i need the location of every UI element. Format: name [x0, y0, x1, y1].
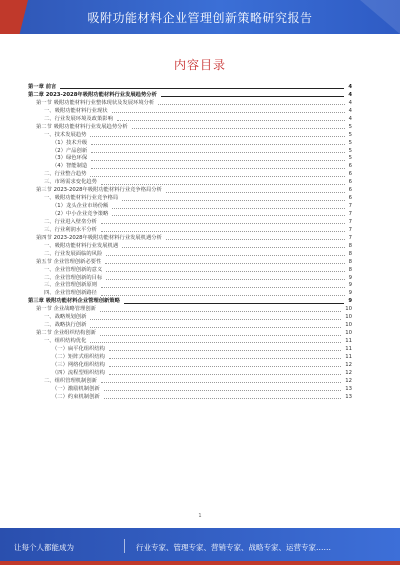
toc-entry-page: 8	[348, 242, 352, 249]
toc-entry-label: 一、企业管理创新的意义	[44, 266, 103, 273]
toc-entry-label: （1）技术升级	[52, 139, 88, 146]
toc-entry-label: 一、技术发展趋势	[44, 131, 87, 138]
toc-entry-label: （3）绿色环保	[52, 155, 88, 162]
toc-entry-label: 第二节 企业组织结构创新	[36, 330, 96, 337]
toc-entry[interactable]	[28, 108, 352, 116]
toc-leader-dots	[122, 247, 344, 248]
toc-entry[interactable]	[28, 179, 352, 187]
toc-entry[interactable]	[28, 132, 352, 140]
toc-entry-label: 二、组织管理机制创新	[44, 377, 97, 384]
toc-entry[interactable]	[28, 219, 352, 227]
toc-leader-dots	[106, 279, 344, 280]
toc-entry[interactable]	[28, 187, 352, 195]
toc-entry-page: 9	[348, 282, 352, 289]
toc-leader-dots	[101, 287, 345, 288]
toc-entry-label: （三）网络化组织结构	[52, 361, 105, 368]
toc-leader-dots	[91, 152, 344, 153]
toc-entry-page: 11	[345, 345, 352, 352]
toc-entry-page: 6	[348, 171, 352, 178]
toc-leader-dots	[104, 390, 342, 391]
toc-entry-label: 第三章 吸附功能材料企业管理创新策略	[28, 298, 120, 305]
toc-leader-dots	[112, 208, 344, 209]
toc-leader-dots	[101, 223, 345, 224]
toc-entry-page: 5	[348, 123, 352, 130]
toc-entry-label: （4）智能制造	[52, 163, 88, 170]
toc-entry-page: 6	[348, 179, 352, 186]
toc-entry-label: 二、行业发展面临的风险	[44, 250, 103, 257]
toc-entry[interactable]	[28, 267, 352, 275]
toc-entry[interactable]	[28, 92, 352, 100]
toc-entry-label: 二、行业整合趋势	[44, 171, 87, 178]
toc-entry[interactable]	[28, 306, 352, 314]
toc-leader-dots	[91, 160, 344, 161]
toc-entry-label: 三、企业管理创新原则	[44, 282, 97, 289]
toc-leader-dots	[90, 319, 341, 320]
toc-entry-label: （一）激励机制创新	[52, 385, 100, 392]
toc-entry-label: 一、组织结构优化	[44, 338, 87, 344]
toc-leader-dots	[105, 263, 344, 264]
toc-entry-label: （四）流程型组织结构	[52, 369, 105, 376]
toc-leader-dots	[166, 239, 345, 240]
toc-entry-label: 三、市场需求变化趋势	[44, 179, 97, 186]
toc-entry-label: 第三节 2023-2028年吸附功能材料行业竞争格局分析	[36, 187, 162, 194]
toc-leader-dots	[109, 366, 341, 367]
toc-entry-label: 一、吸附功能材料行业竞争格局	[44, 195, 119, 202]
toc-entry-page: 8	[348, 250, 352, 257]
toc-leader-dots	[158, 104, 344, 105]
toc-leader-dots	[90, 342, 341, 343]
toc-entry-page: 5	[348, 131, 352, 138]
toc-entry[interactable]	[28, 84, 352, 92]
toc-entry-label: （2）产品创新	[52, 147, 88, 154]
toc-entry-label: 第一节 吸附功能材料行业整体现状及发展环境分析	[36, 99, 155, 106]
toc-entry[interactable]	[28, 251, 352, 259]
toc-entry-label: 第一章 前言	[28, 84, 57, 90]
toc-leader-dots	[100, 335, 341, 336]
toc-entry-page: 5	[348, 139, 352, 146]
footer-divider	[124, 539, 125, 553]
toc-entry-label: 第二节 吸附功能材料行业发展趋势分析	[36, 123, 128, 130]
toc-leader-dots	[161, 96, 344, 97]
toc-entry[interactable]	[28, 235, 352, 243]
toc-entry-page: 10	[345, 322, 352, 329]
toc-leader-dots	[91, 144, 344, 145]
page-number: 1	[198, 513, 202, 519]
toc-entry-page: 9	[348, 274, 352, 281]
toc-entry-page: 13	[345, 385, 352, 392]
footer-tagline: 行业专家、管理专家、营销专家、战略专家、运营专家……	[136, 543, 331, 552]
toc-entry-page: 4	[348, 84, 352, 90]
table-of-contents	[28, 84, 352, 402]
toc-entry-page: 9	[348, 298, 352, 305]
toc-entry[interactable]	[28, 203, 352, 211]
toc-entry[interactable]	[28, 394, 352, 402]
toc-leader-dots	[109, 350, 341, 351]
toc-entry-page: 5	[348, 155, 352, 162]
toc-leader-dots	[106, 271, 344, 272]
toc-leader-dots	[132, 128, 345, 129]
toc-entry-page: 7	[348, 203, 352, 210]
toc-leader-dots	[101, 295, 345, 296]
toc-entry-label: （二）矩阵式组织结构	[52, 353, 105, 360]
toc-entry-page: 13	[345, 393, 352, 400]
toc-entry-label: 第一节 企业战略管理创新	[36, 306, 96, 313]
toc-entry-page: 4	[348, 107, 352, 114]
toc-entry-page: 10	[345, 330, 352, 337]
toc-entry-page: 9	[348, 290, 352, 297]
toc-leader-dots	[166, 192, 345, 193]
toc-entry-page: 4	[348, 115, 352, 122]
toc-leader-dots	[101, 231, 345, 232]
toc-leader-dots	[109, 358, 341, 359]
toc-entry-page: 6	[348, 163, 352, 170]
toc-leader-dots	[117, 120, 345, 121]
toc-entry[interactable]	[28, 338, 352, 346]
toc-entry-page: 7	[348, 226, 352, 233]
toc-entry-page: 12	[345, 377, 352, 384]
toc-entry[interactable]	[28, 227, 352, 235]
toc-entry-label: （一）扁平化组织结构	[52, 345, 105, 352]
toc-leader-dots	[100, 311, 341, 312]
toc-entry-page: 10	[345, 314, 352, 321]
toc-entry-label: 二、企业管理创新的目标	[44, 274, 103, 281]
toc-entry-label: 四、企业管理创新路径	[44, 290, 97, 297]
toc-entry[interactable]	[28, 346, 352, 354]
toc-leader-dots	[90, 327, 341, 328]
toc-entry-label: 二、战略执行创新	[44, 322, 87, 329]
toc-leader-dots	[112, 112, 345, 113]
toc-leader-dots	[101, 382, 341, 383]
toc-entry[interactable]	[28, 330, 352, 338]
toc-leader-dots	[101, 184, 345, 185]
toc-leader-dots	[90, 176, 344, 177]
toc-entry-label: 一、战略规划创新	[44, 314, 87, 321]
toc-leader-dots	[104, 398, 342, 399]
toc-entry-page: 11	[345, 353, 352, 360]
toc-entry-label: （2）中小企业竞争策略	[52, 211, 109, 217]
toc-entry-page: 4	[348, 91, 352, 98]
footer-red-bar	[0, 561, 400, 565]
toc-leader-dots	[109, 374, 341, 375]
toc-entry-label: 二、行业发展环境及政策影响	[44, 115, 113, 122]
toc-leader-dots	[90, 136, 344, 137]
toc-entry-page: 8	[348, 258, 352, 265]
toc-entry-label: 第四节 2023-2028年吸附功能材料行业发展机遇分析	[36, 234, 162, 241]
toc-entry-label: 第二章 2023-2028年吸附功能材料行业发展趋势分析	[28, 91, 157, 98]
toc-leader-dots	[106, 255, 344, 256]
report-title: 吸附功能材料企业管理创新策略研究报告	[87, 11, 313, 25]
toc-entry[interactable]	[28, 354, 352, 362]
toc-entry[interactable]	[28, 378, 352, 386]
toc-entry-label: 三、行业利润水平分析	[44, 226, 97, 233]
header-banner	[0, 0, 400, 34]
toc-entry-label: （二）约束机制创新	[52, 393, 100, 400]
toc-entry-label: （1）龙头企业市场份额	[52, 203, 109, 210]
toc-leader-dots	[122, 200, 344, 201]
toc-entry[interactable]	[28, 211, 352, 219]
toc-entry[interactable]	[28, 243, 352, 251]
toc-entry-page: 6	[348, 195, 352, 202]
toc-entry-page: 5	[348, 147, 352, 154]
toc-leader-dots	[60, 88, 344, 89]
toc-entry[interactable]	[28, 322, 352, 330]
toc-entry[interactable]	[28, 362, 352, 370]
toc-entry[interactable]	[28, 314, 352, 322]
footer-slogan: 让每个人都能成为	[14, 543, 74, 552]
toc-entry[interactable]	[28, 386, 352, 394]
toc-entry[interactable]	[28, 116, 352, 124]
footer-banner	[0, 528, 400, 565]
toc-entry-page: 12	[345, 361, 352, 368]
toc-leader-dots	[112, 215, 344, 216]
toc-entry[interactable]	[28, 195, 352, 203]
toc-entry-label: 一、吸附功能材料行业发展机遇	[44, 242, 119, 249]
toc-entry-page: 11	[345, 338, 352, 344]
toc-entry-label: 第五节 企业管理创新必要性	[36, 258, 102, 265]
toc-entry-page: 12	[345, 369, 352, 376]
toc-entry-page: 7	[348, 218, 352, 225]
toc-entry[interactable]	[28, 124, 352, 132]
toc-leader-dots	[124, 303, 344, 304]
toc-entry-page: 7	[348, 234, 352, 241]
toc-entry-page: 8	[348, 266, 352, 273]
toc-entry-page: 4	[348, 99, 352, 106]
toc-entry-label: 一、吸附功能材料行业现状	[44, 107, 108, 114]
toc-entry[interactable]	[28, 140, 352, 148]
toc-leader-dots	[91, 168, 344, 169]
toc-entry-page: 10	[345, 306, 352, 313]
toc-entry-page: 7	[348, 211, 352, 217]
toc-entry[interactable]	[28, 370, 352, 378]
toc-entry[interactable]	[28, 259, 352, 267]
toc-entry-page: 6	[348, 187, 352, 194]
toc-entry[interactable]	[28, 100, 352, 108]
toc-entry-label: 二、行业进入壁垒分析	[44, 218, 97, 225]
toc-heading: 内容目录	[173, 58, 226, 72]
